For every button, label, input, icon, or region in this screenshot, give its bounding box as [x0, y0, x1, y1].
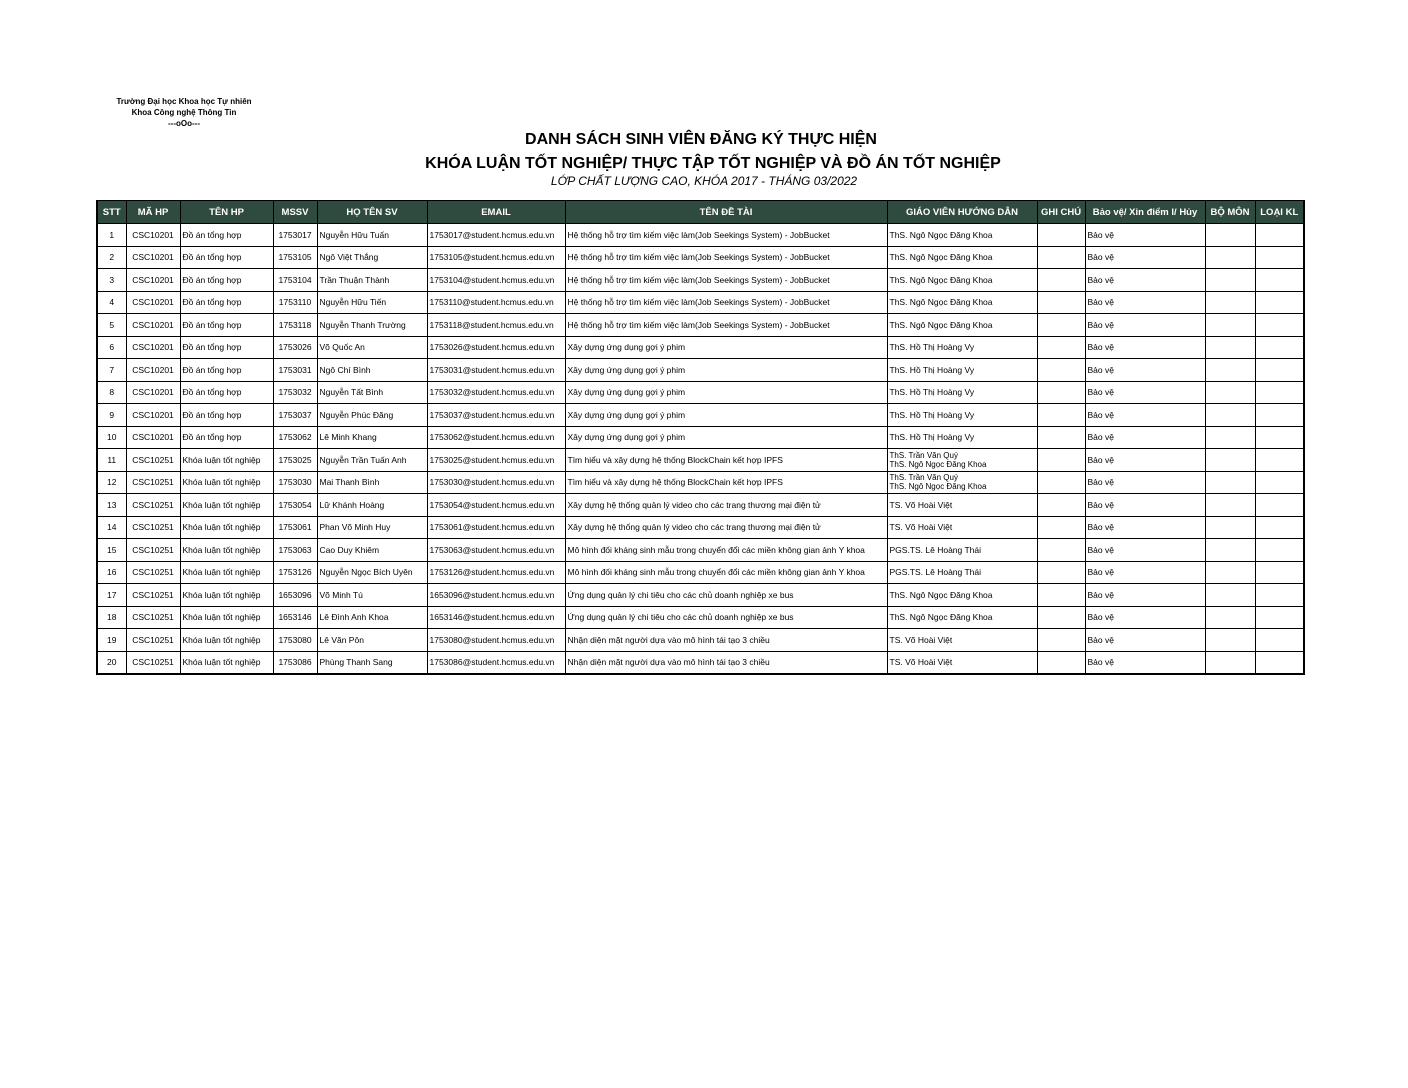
thesis-type-cell: [1255, 584, 1304, 607]
advisor-cell: TS. Võ Hoài Việt: [887, 629, 1037, 652]
department-cell: [1205, 291, 1255, 314]
faculty-name: Khoa Công nghệ Thông Tin: [131, 108, 237, 117]
thesis-type-cell: [1255, 336, 1304, 359]
topic-cell: Hệ thống hỗ trợ tìm kiếm việc làm(Job Seekings System) - JobBucket: [565, 314, 887, 337]
stt-cell: 20: [97, 651, 126, 674]
student-id-cell: 1753054: [273, 494, 317, 517]
note-cell: [1037, 494, 1085, 517]
department-cell: [1205, 426, 1255, 449]
topic-cell: Nhận diện mặt người dựa vào mô hình tái tạo 3 chiều: [565, 629, 887, 652]
advisor-cell: ThS. Ngô Ngọc Đăng Khoa: [887, 224, 1037, 247]
email-cell: 1753061@student.hcmus.edu.vn: [427, 516, 565, 539]
stt-cell: 3: [97, 269, 126, 292]
thesis-type-cell: [1255, 516, 1304, 539]
course-name-cell: Khóa luận tốt nghiệp: [180, 606, 273, 629]
advisor-cell: TS. Võ Hoài Việt: [887, 516, 1037, 539]
column-header: TÊN ĐỀ TÀI: [565, 201, 887, 224]
department-cell: [1205, 584, 1255, 607]
course-name-cell: Khóa luận tốt nghiệp: [180, 471, 273, 494]
note-cell: [1037, 336, 1085, 359]
course-code-cell: CSC10251: [126, 584, 180, 607]
stt-cell: 2: [97, 246, 126, 269]
thesis-type-cell: [1255, 651, 1304, 674]
email-cell: 1753104@student.hcmus.edu.vn: [427, 269, 565, 292]
thesis-type-cell: [1255, 246, 1304, 269]
student-id-cell: 1753030: [273, 471, 317, 494]
status-cell: Bảo vệ: [1085, 269, 1205, 292]
note-cell: [1037, 449, 1085, 472]
course-code-cell: CSC10201: [126, 246, 180, 269]
status-cell: Bảo vệ: [1085, 629, 1205, 652]
email-cell: 1753032@student.hcmus.edu.vn: [427, 381, 565, 404]
table-row: [97, 561, 1304, 584]
topic-cell: Hệ thống hỗ trợ tìm kiếm việc làm(Job Seekings System) - JobBucket: [565, 269, 887, 292]
student-name-cell: Lê Minh Khang: [317, 426, 427, 449]
table-row: [97, 224, 1304, 247]
advisor-cell: ThS. Ngô Ngọc Đăng Khoa: [887, 246, 1037, 269]
stt-cell: 7: [97, 359, 126, 382]
advisor-cell: ThS. Hồ Thị Hoàng Vy: [887, 359, 1037, 382]
course-code-cell: CSC10251: [126, 651, 180, 674]
course-name-cell: Đồ án tổng hợp: [180, 269, 273, 292]
table-row: [97, 471, 1304, 494]
course-name-cell: Khóa luận tốt nghiệp: [180, 449, 273, 472]
thesis-type-cell: [1255, 224, 1304, 247]
email-cell: 1753105@student.hcmus.edu.vn: [427, 246, 565, 269]
note-cell: [1037, 269, 1085, 292]
advisor-cell: TS. Võ Hoài Việt: [887, 494, 1037, 517]
department-cell: [1205, 471, 1255, 494]
course-name-cell: Đồ án tổng hợp: [180, 426, 273, 449]
student-name-cell: Phùng Thanh Sang: [317, 651, 427, 674]
note-cell: [1037, 516, 1085, 539]
student-name-cell: Trần Thuận Thành: [317, 269, 427, 292]
status-cell: Bảo vệ: [1085, 381, 1205, 404]
email-cell: 1753037@student.hcmus.edu.vn: [427, 404, 565, 427]
thesis-type-cell: [1255, 359, 1304, 382]
column-header: HỌ TÊN SV: [317, 201, 427, 224]
department-cell: [1205, 359, 1255, 382]
course-name-cell: Đồ án tổng hợp: [180, 381, 273, 404]
student-id-cell: 1753031: [273, 359, 317, 382]
student-name-cell: Lữ Khánh Hoàng: [317, 494, 427, 517]
table-row: [97, 539, 1304, 562]
email-cell: 1753118@student.hcmus.edu.vn: [427, 314, 565, 337]
email-cell: 1753063@student.hcmus.edu.vn: [427, 539, 565, 562]
course-code-cell: CSC10201: [126, 314, 180, 337]
topic-cell: Xây dựng ứng dụng gợi ý phim: [565, 426, 887, 449]
student-name-cell: Cao Duy Khiêm: [317, 539, 427, 562]
table-row: [97, 606, 1304, 629]
student-id-cell: 1753126: [273, 561, 317, 584]
table-row: [97, 336, 1304, 359]
student-id-cell: 1753062: [273, 426, 317, 449]
column-header: MÃ HP: [126, 201, 180, 224]
thesis-type-cell: [1255, 269, 1304, 292]
topic-cell: Tìm hiểu và xây dựng hệ thống BlockChain kết hợp IPFS: [565, 471, 887, 494]
student-list-table: [96, 200, 1305, 675]
status-cell: Bảo vệ: [1085, 314, 1205, 337]
status-cell: Bảo vệ: [1085, 426, 1205, 449]
note-cell: [1037, 539, 1085, 562]
advisor-cell: [887, 471, 1037, 494]
topic-cell: Hệ thống hỗ trợ tìm kiếm việc làm(Job Seekings System) - JobBucket: [565, 246, 887, 269]
email-cell: 1753080@student.hcmus.edu.vn: [427, 629, 565, 652]
student-name-cell: Nguyễn Thanh Trường: [317, 314, 427, 337]
note-cell: [1037, 359, 1085, 382]
stt-cell: 8: [97, 381, 126, 404]
header-separator: ---oOo---: [168, 119, 200, 128]
thesis-type-cell: [1255, 314, 1304, 337]
advisor-cell: [887, 449, 1037, 472]
course-code-cell: CSC10201: [126, 224, 180, 247]
advisor-cell: ThS. Hồ Thị Hoàng Vy: [887, 404, 1037, 427]
student-name-cell: Võ Quốc An: [317, 336, 427, 359]
column-header: Bảo vệ/ Xin điểm I/ Hủy: [1085, 201, 1205, 224]
course-code-cell: CSC10201: [126, 359, 180, 382]
stt-cell: 17: [97, 584, 126, 607]
status-cell: Bảo vệ: [1085, 516, 1205, 539]
stt-cell: 6: [97, 336, 126, 359]
table-row: [97, 314, 1304, 337]
thesis-type-cell: [1255, 381, 1304, 404]
department-cell: [1205, 606, 1255, 629]
course-code-cell: CSC10251: [126, 629, 180, 652]
email-cell: 1753017@student.hcmus.edu.vn: [427, 224, 565, 247]
advisor-cell: TS. Võ Hoài Việt: [887, 651, 1037, 674]
advisor-cell: ThS. Hồ Thị Hoàng Vy: [887, 426, 1037, 449]
advisor-cell: ThS. Hồ Thị Hoàng Vy: [887, 381, 1037, 404]
stt-cell: 14: [97, 516, 126, 539]
student-name-cell: Phan Võ Minh Huy: [317, 516, 427, 539]
student-id-cell: 1653096: [273, 584, 317, 607]
course-name-cell: Khóa luận tốt nghiệp: [180, 539, 273, 562]
document-subtitle: KHÓA LUẬN TỐT NGHIỆP/ THỰC TẬP TỐT NGHIỆP VÀ ĐỒ ÁN TỐT NGHIỆP: [425, 155, 1001, 172]
note-cell: [1037, 426, 1085, 449]
stt-cell: 4: [97, 291, 126, 314]
stt-cell: 1: [97, 224, 126, 247]
table-row: [97, 449, 1304, 472]
course-name-cell: Đồ án tổng hợp: [180, 246, 273, 269]
column-header: BỘ MÔN: [1205, 201, 1255, 224]
course-code-cell: CSC10201: [126, 381, 180, 404]
department-cell: [1205, 269, 1255, 292]
note-cell: [1037, 291, 1085, 314]
thesis-type-cell: [1255, 426, 1304, 449]
department-cell: [1205, 336, 1255, 359]
student-id-cell: 1753080: [273, 629, 317, 652]
note-cell: [1037, 561, 1085, 584]
email-cell: 1753062@student.hcmus.edu.vn: [427, 426, 565, 449]
course-name-cell: Khóa luận tốt nghiệp: [180, 494, 273, 517]
table-row: [97, 291, 1304, 314]
note-cell: [1037, 246, 1085, 269]
email-cell: 1753026@student.hcmus.edu.vn: [427, 336, 565, 359]
table-row: [97, 381, 1304, 404]
student-name-cell: Nguyễn Ngọc Bích Uyên: [317, 561, 427, 584]
advisor-cell: ThS. Ngô Ngọc Đăng Khoa: [887, 314, 1037, 337]
student-name-cell: Lê Văn Pôn: [317, 629, 427, 652]
note-cell: [1037, 629, 1085, 652]
course-name-cell: Đồ án tổng hợp: [180, 336, 273, 359]
document-title: DANH SÁCH SINH VIÊN ĐĂNG KÝ THỰC HIỆN: [525, 131, 877, 148]
topic-cell: Ứng dụng quản lý chi tiêu cho các chủ doanh nghiệp xe bus: [565, 584, 887, 607]
status-cell: Bảo vệ: [1085, 404, 1205, 427]
stt-cell: 5: [97, 314, 126, 337]
status-cell: Bảo vệ: [1085, 246, 1205, 269]
thesis-type-cell: [1255, 404, 1304, 427]
department-cell: [1205, 516, 1255, 539]
stt-cell: 11: [97, 449, 126, 472]
table-row: [97, 629, 1304, 652]
advisor-primary: ThS. Trần Văn Quý: [889, 450, 958, 460]
table-row: [97, 269, 1304, 292]
stt-cell: 13: [97, 494, 126, 517]
stt-cell: 10: [97, 426, 126, 449]
course-code-cell: CSC10201: [126, 404, 180, 427]
status-cell: Bảo vệ: [1085, 291, 1205, 314]
course-name-cell: Đồ án tổng hợp: [180, 314, 273, 337]
advisor-cell: PGS.TS. Lê Hoàng Thái: [887, 561, 1037, 584]
status-cell: Bảo vệ: [1085, 539, 1205, 562]
student-name-cell: Nguyễn Trần Tuấn Anh: [317, 449, 427, 472]
student-id-cell: 1753037: [273, 404, 317, 427]
course-name-cell: Đồ án tổng hợp: [180, 404, 273, 427]
topic-cell: Xây dựng hệ thống quản lý video cho các trang thương mại điện tử: [565, 516, 887, 539]
thesis-type-cell: [1255, 606, 1304, 629]
stt-cell: 12: [97, 471, 126, 494]
advisor-cell: ThS. Ngô Ngọc Đăng Khoa: [887, 584, 1037, 607]
student-id-cell: 1753061: [273, 516, 317, 539]
thesis-type-cell: [1255, 494, 1304, 517]
email-cell: 1753086@student.hcmus.edu.vn: [427, 651, 565, 674]
course-name-cell: Khóa luận tốt nghiệp: [180, 561, 273, 584]
column-header: LOẠI KL: [1255, 201, 1304, 224]
note-cell: [1037, 471, 1085, 494]
email-cell: 1753025@student.hcmus.edu.vn: [427, 449, 565, 472]
status-cell: Bảo vệ: [1085, 584, 1205, 607]
department-cell: [1205, 381, 1255, 404]
email-cell: 1753126@student.hcmus.edu.vn: [427, 561, 565, 584]
course-code-cell: CSC10251: [126, 471, 180, 494]
table-row: [97, 494, 1304, 517]
course-code-cell: CSC10251: [126, 606, 180, 629]
email-cell: 1653146@student.hcmus.edu.vn: [427, 606, 565, 629]
department-cell: [1205, 494, 1255, 517]
status-cell: Bảo vệ: [1085, 471, 1205, 494]
student-id-cell: 1753104: [273, 269, 317, 292]
student-name-cell: Ngô Việt Thắng: [317, 246, 427, 269]
table-row: [97, 651, 1304, 674]
status-cell: Bảo vệ: [1085, 359, 1205, 382]
stt-cell: 18: [97, 606, 126, 629]
topic-cell: Xây dựng ứng dụng gợi ý phim: [565, 336, 887, 359]
status-cell: Bảo vệ: [1085, 449, 1205, 472]
column-header: GIÁO VIÊN HƯỚNG DẪN: [887, 201, 1037, 224]
email-cell: 1753030@student.hcmus.edu.vn: [427, 471, 565, 494]
course-code-cell: CSC10201: [126, 269, 180, 292]
department-cell: [1205, 539, 1255, 562]
school-name: Trường Đại học Khoa học Tự nhiên: [116, 97, 252, 106]
status-cell: Bảo vệ: [1085, 336, 1205, 359]
department-cell: [1205, 651, 1255, 674]
document-title-block: [0, 130, 1408, 188]
column-header: TÊN HP: [180, 201, 273, 224]
stt-cell: 16: [97, 561, 126, 584]
table-header-row: [97, 201, 1304, 224]
course-code-cell: CSC10251: [126, 494, 180, 517]
column-header: STT: [97, 201, 126, 224]
student-id-cell: 1753105: [273, 246, 317, 269]
advisor-secondary: ThS. Ngô Ngọc Đăng Khoa: [889, 459, 987, 469]
course-code-cell: CSC10251: [126, 516, 180, 539]
note-cell: [1037, 381, 1085, 404]
table-row: [97, 516, 1304, 539]
student-name-cell: Võ Minh Tú: [317, 584, 427, 607]
thesis-type-cell: [1255, 449, 1304, 472]
student-name-cell: Nguyễn Tất Bình: [317, 381, 427, 404]
department-cell: [1205, 449, 1255, 472]
table-row: [97, 404, 1304, 427]
note-cell: [1037, 314, 1085, 337]
status-cell: Bảo vệ: [1085, 561, 1205, 584]
student-id-cell: 1653146: [273, 606, 317, 629]
note-cell: [1037, 404, 1085, 427]
course-name-cell: Khóa luận tốt nghiệp: [180, 651, 273, 674]
student-id-cell: 1753118: [273, 314, 317, 337]
stt-cell: 9: [97, 404, 126, 427]
student-name-cell: Ngô Chí Bình: [317, 359, 427, 382]
course-name-cell: Đồ án tổng hợp: [180, 224, 273, 247]
note-cell: [1037, 651, 1085, 674]
department-cell: [1205, 224, 1255, 247]
department-cell: [1205, 404, 1255, 427]
thesis-type-cell: [1255, 471, 1304, 494]
topic-cell: Tìm hiểu và xây dựng hệ thống BlockChain kết hợp IPFS: [565, 449, 887, 472]
student-name-cell: Mai Thanh Bình: [317, 471, 427, 494]
course-name-cell: Đồ án tổng hợp: [180, 359, 273, 382]
thesis-type-cell: [1255, 291, 1304, 314]
topic-cell: Xây dựng ứng dụng gợi ý phim: [565, 404, 887, 427]
student-name-cell: Nguyễn Hữu Tuấn: [317, 224, 427, 247]
status-cell: Bảo vệ: [1085, 606, 1205, 629]
student-id-cell: 1753025: [273, 449, 317, 472]
table-row: [97, 359, 1304, 382]
course-code-cell: CSC10251: [126, 561, 180, 584]
advisor-secondary: ThS. Ngô Ngọc Đăng Khoa: [889, 482, 987, 492]
course-name-cell: Đồ án tổng hợp: [180, 291, 273, 314]
table-body: [97, 224, 1304, 675]
table-row: [97, 426, 1304, 449]
course-code-cell: CSC10201: [126, 291, 180, 314]
advisor-cell: PGS.TS. Lê Hoàng Thái: [887, 539, 1037, 562]
topic-cell: Nhận diện mặt người dựa vào mô hình tái tạo 3 chiều: [565, 651, 887, 674]
status-cell: Bảo vệ: [1085, 494, 1205, 517]
department-cell: [1205, 314, 1255, 337]
topic-cell: Xây dựng ứng dụng gợi ý phim: [565, 381, 887, 404]
note-cell: [1037, 606, 1085, 629]
student-id-cell: 1753017: [273, 224, 317, 247]
course-code-cell: CSC10201: [126, 336, 180, 359]
email-cell: 1753031@student.hcmus.edu.vn: [427, 359, 565, 382]
email-cell: 1653096@student.hcmus.edu.vn: [427, 584, 565, 607]
advisor-cell: ThS. Ngô Ngọc Đăng Khoa: [887, 269, 1037, 292]
column-header: EMAIL: [427, 201, 565, 224]
status-cell: Bảo vệ: [1085, 651, 1205, 674]
student-id-cell: 1753026: [273, 336, 317, 359]
stt-cell: 15: [97, 539, 126, 562]
department-cell: [1205, 246, 1255, 269]
advisor-cell: ThS. Ngô Ngọc Đăng Khoa: [887, 606, 1037, 629]
thesis-type-cell: [1255, 629, 1304, 652]
class-subtitle: LỚP CHẤT LƯỢNG CAO, KHÓA 2017 - THÁNG 03/2022: [550, 174, 858, 188]
student-name-cell: Nguyễn Phúc Đăng: [317, 404, 427, 427]
department-cell: [1205, 561, 1255, 584]
topic-cell: Mô hình đối kháng sinh mẫu trong chuyển đổi các miền không gian ảnh Y khoa: [565, 539, 887, 562]
column-header: GHI CHÚ: [1037, 201, 1085, 224]
course-name-cell: Khóa luận tốt nghiệp: [180, 584, 273, 607]
student-id-cell: 1753110: [273, 291, 317, 314]
course-name-cell: Khóa luận tốt nghiệp: [180, 516, 273, 539]
student-id-cell: 1753063: [273, 539, 317, 562]
advisor-cell: ThS. Ngô Ngọc Đăng Khoa: [887, 291, 1037, 314]
topic-cell: Hệ thống hỗ trợ tìm kiếm việc làm(Job Seekings System) - JobBucket: [565, 291, 887, 314]
course-code-cell: CSC10251: [126, 449, 180, 472]
topic-cell: Mô hình đối kháng sinh mẫu trong chuyển đổi các miền không gian ảnh Y khoa: [565, 561, 887, 584]
note-cell: [1037, 584, 1085, 607]
department-cell: [1205, 629, 1255, 652]
student-id-cell: 1753032: [273, 381, 317, 404]
advisor-cell: ThS. Hồ Thị Hoàng Vy: [887, 336, 1037, 359]
stt-cell: 19: [97, 629, 126, 652]
topic-cell: Xây dựng hệ thống quản lý video cho các trang thương mại điện tử: [565, 494, 887, 517]
email-cell: 1753054@student.hcmus.edu.vn: [427, 494, 565, 517]
note-cell: [1037, 224, 1085, 247]
advisor-primary: ThS. Trần Văn Quý: [889, 473, 958, 483]
column-header: MSSV: [273, 201, 317, 224]
status-cell: Bảo vệ: [1085, 224, 1205, 247]
topic-cell: Ứng dụng quản lý chi tiêu cho các chủ doanh nghiệp xe bus: [565, 606, 887, 629]
email-cell: 1753110@student.hcmus.edu.vn: [427, 291, 565, 314]
table-row: [97, 584, 1304, 607]
student-id-cell: 1753086: [273, 651, 317, 674]
topic-cell: Hệ thống hỗ trợ tìm kiếm việc làm(Job Seekings System) - JobBucket: [565, 224, 887, 247]
school-header: [96, 96, 272, 129]
topic-cell: Xây dựng ứng dụng gợi ý phim: [565, 359, 887, 382]
course-code-cell: CSC10201: [126, 426, 180, 449]
table-row: [97, 246, 1304, 269]
course-code-cell: CSC10251: [126, 539, 180, 562]
thesis-type-cell: [1255, 539, 1304, 562]
thesis-type-cell: [1255, 561, 1304, 584]
student-name-cell: Lê Đình Anh Khoa: [317, 606, 427, 629]
course-name-cell: Khóa luận tốt nghiệp: [180, 629, 273, 652]
student-name-cell: Nguyễn Hữu Tiến: [317, 291, 427, 314]
